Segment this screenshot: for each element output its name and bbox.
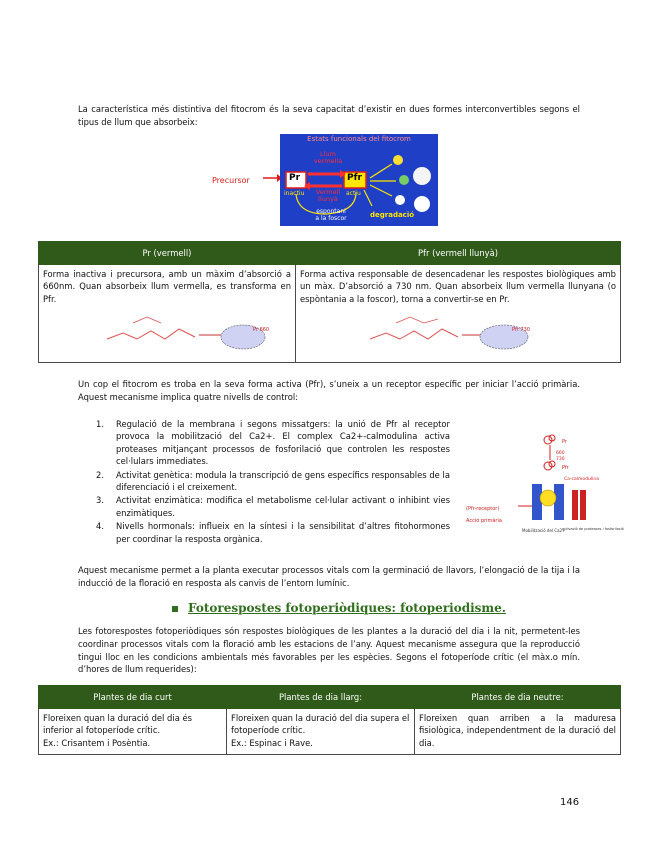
control-level-2 (96, 469, 450, 494)
precursor-label: Precursor (212, 176, 250, 185)
fig-ca: Mobilització del Ca2+ (522, 528, 566, 533)
plants-header-short-day: Plantes de dia curt (39, 686, 227, 709)
vermell-line-1: Vermell (315, 188, 341, 196)
bullet-square-icon (172, 606, 178, 612)
label-degradacio: degradació (370, 211, 415, 219)
espontani-line-1: espontani (316, 208, 346, 215)
long-day-description: Floreixen quan la duració del dia supera el fotoperíode crític. (231, 713, 410, 736)
plants-header-neutral-day: Plantes de dia neutre: (415, 686, 621, 709)
plants-cell-neutral-day (415, 709, 621, 755)
control-num: 2. (96, 469, 104, 480)
fig-pfr-label: Pfr (562, 465, 569, 471)
forms-header-pr: Pr (vermell) (39, 242, 296, 265)
fig-pfr-nm: 730 (556, 457, 565, 462)
page-number: 146 (560, 797, 580, 808)
plant-types-table (38, 685, 621, 755)
diagram-title: Estats funcionals del fitocrom (307, 135, 411, 143)
control-text: Activitat genètica: modula la transcripció de gens específics responsables de la diferenciació i el creixement. (116, 469, 450, 493)
fig-pr-nm: 660 (556, 451, 565, 456)
llum-line-2: vermella (313, 157, 343, 165)
intro-paragraph: La característica més distintiva del fitocrom és la seva capacitat d’existir en dues formes interconvertibles segons el tipus de llum que absorbeix: (78, 104, 580, 127)
control-levels-list (96, 418, 450, 546)
fig-note: activació de proteases i fosforilació (562, 527, 624, 531)
forms-cell-pfr (296, 265, 621, 363)
plants-cell-short-day (39, 709, 227, 755)
section-heading-text: Fotorespostes fotoperiòdiques: fotoperiodisme. (188, 601, 506, 615)
control-level-4 (96, 520, 450, 545)
pfr-description: Forma activa responsable de desencadenar les respostes biològiques amb un màx. D’absorció a 730 nm. Quan absorbeix llum vermella llunyana (o espòntania a la foscor), torna a convertir-se en Pr. (300, 269, 616, 304)
label-actiu: actiu (346, 190, 361, 197)
plants-cell-long-day (227, 709, 415, 755)
pfr-mini-label: Pfr 730 (512, 327, 530, 334)
section-heading (172, 601, 506, 615)
forms-table (38, 241, 621, 363)
fig-receptor-label: (Pfr-receptor) (466, 506, 500, 512)
vermell-line-2: llunyà (318, 195, 338, 203)
pr-molecule-figure (103, 309, 273, 353)
label-pr: Pr (289, 173, 301, 183)
phytochrome-states-diagram (280, 134, 438, 226)
precursor-arrow (262, 172, 282, 184)
short-day-example: Ex.: Crisantem i Posèntia. (43, 737, 151, 748)
neutral-day-description: Floreixen quan arriben a la maduresa fisiològica, independentment de la duració del dia. (419, 713, 616, 748)
receptor-mechanism-figure (462, 432, 624, 544)
fig-pr-label: Pr (562, 439, 567, 445)
label-espontani (306, 208, 356, 222)
plants-header-long-day: Plantes de dia llarg: (227, 686, 415, 709)
short-day-description: Floreixen quan la duració del dia és inferior al fotoperíode crític. (43, 713, 193, 736)
control-num: 4. (96, 521, 104, 532)
control-num: 1. (96, 419, 104, 429)
function-paragraph: Aquest mecanisme permet a la planta executar processos vitals com la germinació de llavors, l’elongació de la tija i la inducció de la floració en resposta als canvis de l’entorn lumínic. (78, 565, 580, 588)
forms-header-pfr: Pfr (vermell llunyà) (296, 242, 621, 265)
label-llum-vermella (310, 151, 346, 165)
label-pfr: Pfr (347, 173, 362, 183)
pfr-molecule-figure (340, 309, 540, 353)
control-text: Activitat enzimàtica: modifica el metabolisme cel·lular activant o inhibint vies enzimàtiques. (116, 495, 450, 518)
control-text: Nivells hormonals: influeix en la síntesi i la sensibilitat d’altres fitohormones per coordinar la resposta orgànica. (116, 521, 450, 544)
control-text: Regulació de la membrana i segons missatgers: la unió de Pfr al receptor provoca la mobilització del Ca2+. El complex Ca2+-calmodulina activa proteases mitjançant processos de fosforilació que controlen les respostes cel·lulars immediates. (116, 419, 450, 467)
fig-primary-action: Acció primària (466, 518, 502, 524)
long-day-example: Ex.: Espinac i Rave. (231, 737, 313, 748)
forms-cell-pr (39, 265, 296, 363)
label-vermell-llunya (310, 189, 346, 203)
control-num: 3. (96, 495, 104, 506)
pr-mini-label: Pr 660 (253, 327, 270, 334)
label-inactiu: inactiu (284, 190, 305, 197)
control-level-3 (96, 494, 450, 519)
espontani-line-2: a la foscor (315, 215, 347, 222)
control-level-1 (96, 418, 450, 468)
mechanism-paragraph: Un cop el fitocrom es troba en la seva forma activa (Pfr), s’uneix a un receptor específic per iniciar l’acció primària. Aquest mecanisme implica quatre nivells de control: (78, 379, 580, 402)
fig-calmodulin: Ca-calmodulina (564, 477, 599, 482)
llum-line-1: Llum (320, 150, 336, 158)
photoperiod-paragraph: Les fotorespostes fotoperiòdiques són respostes biològiques de les plantes a la duració del dia i la nit, permetent-les coordinar processos vitals com la floració amb les estacions de l’any. Aquest mecanisme assegura que la reproducció tingui lloc en les condicions ambientals més favorables per les espècies. Segons el fotoperíode crític (el màx.o mín. d’hores de llum requerides): (78, 626, 580, 675)
pr-description: Forma inactiva i precursora, amb un màxim d’absorció a 660nm. Quan absorbeix llum vermella, es transforma en Pfr. (43, 269, 291, 304)
